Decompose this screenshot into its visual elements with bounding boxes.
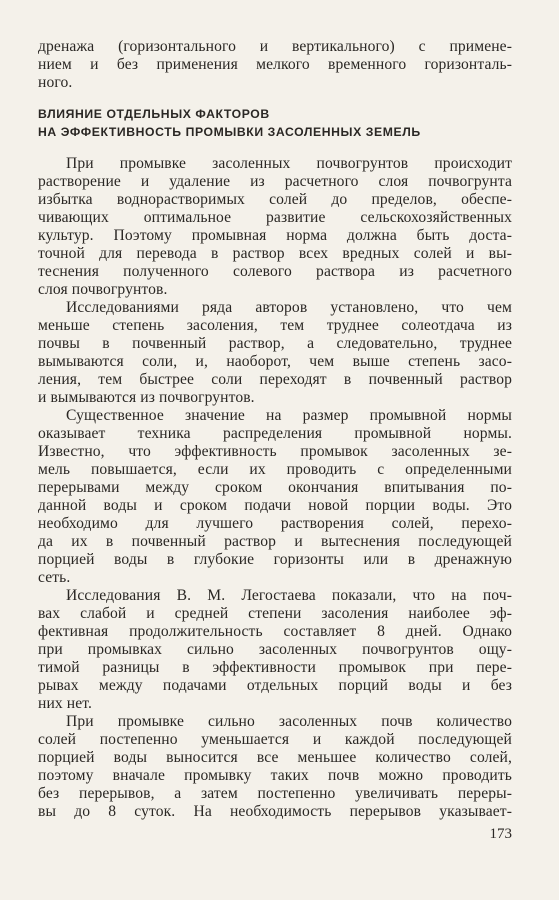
paragraph-line: избытка воднорастворимых солей до пределов, обеспе- xyxy=(38,191,512,208)
paragraph-line: оказывает техника распределения промывной нормы. xyxy=(38,425,512,442)
paragraph-line: Исследованиями ряда авторов установлено, что чем xyxy=(66,299,512,316)
paragraph-line: да их в почвенный раствор и вытеснения последующей xyxy=(38,533,512,550)
paragraph-line: почвы в почвенный раствор, а следовательно, труднее xyxy=(38,335,512,352)
paragraph-line: слоя почвогрунтов. xyxy=(38,281,168,298)
paragraph-line: чивающих оптимальное развитие сельскохозяйственных xyxy=(38,209,512,226)
page-number: 173 xyxy=(489,826,512,842)
paragraph-line: При промывке засоленных почвогрунтов происходит xyxy=(66,155,512,172)
paragraph-line: фективная продолжительность составляет 8 дней. Однако xyxy=(38,623,512,640)
paragraph-line: при промывках сильно засоленных почвогрунтов ощу- xyxy=(38,641,512,658)
paragraph-line: тимой разницы в эффективности промывок при пере- xyxy=(38,659,512,676)
paragraph-line: них нет. xyxy=(38,695,92,712)
paragraph-line: меньше степень засоления, тем труднее солеотдача из xyxy=(38,317,512,334)
paragraph-line: необходимо для лучшего растворения солей, перехо- xyxy=(38,515,512,532)
paragraph-line: солей постепенно уменьшается и каждой последующей xyxy=(38,731,512,748)
paragraph-line: мель повышается, если их проводить с определенными xyxy=(38,461,512,478)
paragraph-line: культур. Поэтому промывная норма должна быть доста- xyxy=(38,227,512,244)
paragraph-line: Исследования В. М. Легостаева показали, что на поч- xyxy=(66,587,512,604)
paragraph-line: ления, тем быстрее соли переходят в почвенный раствор xyxy=(38,371,512,388)
paragraph-line: данной воды и сроком подачи новой порции воды. Это xyxy=(38,497,512,514)
paragraph-line: и вымываются из почвогрунтов. xyxy=(38,389,255,406)
paragraph-line: без перерывов, а затем постепенно увеличивать переры- xyxy=(38,785,512,802)
text-line: ного. xyxy=(38,74,73,91)
paragraph-line: поэтому вначале промывку таких почв можно проводить xyxy=(38,767,512,784)
paragraph-line: растворение и удаление из расчетного слоя почвогрунта xyxy=(38,173,512,190)
text-line: дренажа (горизонтального и вертикального) с примене- xyxy=(38,38,512,55)
paragraph-line: теснения полученного солевого раствора из расчетного xyxy=(38,263,512,280)
paragraph-line: Существенное значение на размер промывной нормы xyxy=(66,407,512,424)
paragraph-line: перерывами между сроком окончания впитывания по- xyxy=(38,479,512,496)
paragraph-line: точной для перевода в раствор всех вредных солей и вы- xyxy=(38,245,512,262)
section-heading: ВЛИЯНИЕ ОТДЕЛЬНЫХ ФАКТОРОВ xyxy=(38,107,270,121)
paragraph-line: При промывке сильно засоленных почв количество xyxy=(66,713,512,730)
paragraph-line: сеть. xyxy=(38,569,71,586)
paragraph-line: порцией воды в глубокие горизонты или в дренажную xyxy=(38,551,512,568)
paragraph-line: вы до 8 суток. На необходимость перерывов указывает- xyxy=(38,803,512,820)
paragraph-line: рывах между подачами отдельных порций воды и без xyxy=(38,677,512,694)
text-line: нием и без применения мелкого временного горизонталь- xyxy=(38,56,512,73)
section-heading: НА ЭФФЕКТИВНОСТЬ ПРОМЫВКИ ЗАСОЛЕННЫХ ЗЕМЕЛЬ xyxy=(38,125,421,139)
paragraph-line: Известно, что эффективность промывок засоленных зе- xyxy=(38,443,512,460)
paragraph-line: вымываются соли, и, наоборот, чем выше степень засо- xyxy=(38,353,512,370)
paragraph-line: вах слабой и средней степени засоления наиболее эф- xyxy=(38,605,512,622)
paragraph-line: порцией воды выносится все меньшее количество солей, xyxy=(38,749,512,766)
